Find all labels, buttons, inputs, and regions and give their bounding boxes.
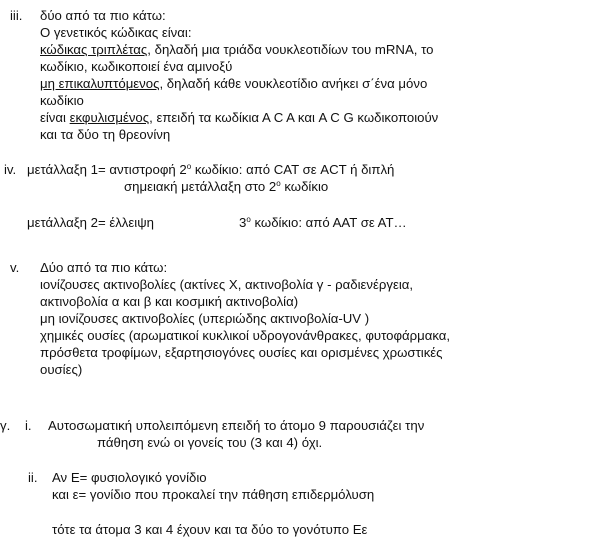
gamma-i-line-2: πάθηση ενώ οι γονείς του (3 και 4) όχι. bbox=[97, 435, 323, 450]
gamma-ii-line-2: και ε= γονίδιο που προκαλεί την πάθηση επιδερμόλυση bbox=[52, 487, 375, 502]
marker-v: v. bbox=[10, 260, 20, 275]
iii-line-5: μη επικαλυπτόμενος, δηλαδή κάθε νουκλεοτίδιο ανήκει σ΄ένα μόνο bbox=[40, 76, 428, 91]
iii-line-1: δύο από τα πιο κάτω: bbox=[40, 8, 166, 23]
v-line-7: ουσίες) bbox=[40, 362, 83, 377]
gamma-ii-line-1: Αν Ε= φυσιολογικό γονίδιο bbox=[52, 470, 207, 485]
v-line-5: χημικές ουσίες (αρωματικοί κυκλικοί υδρογονάνθρακες, φυτοφάρμακα, bbox=[40, 328, 451, 343]
marker-gamma: γ. bbox=[0, 418, 11, 433]
v-line-2: ιονίζουσες ακτινοβολίες (ακτίνες X, ακτινοβολία γ - ραδιενέργεια, bbox=[40, 277, 414, 292]
iv-line-3b: $3^o$ κωδίκιο: από ΑΑΤ σε ΑΤ… bbox=[239, 215, 407, 230]
term-non-overlapping: μη επικαλυπτόμενος bbox=[40, 76, 160, 91]
v-line-6: πρόσθετα τροφίμων, εξαρτησιογόνες ουσίες και ορισμένες χρωστικές bbox=[40, 345, 443, 360]
iii-line-3: κώδικας τριπλέτας, δηλαδή μια τριάδα νουκλεοτιδίων του mRNA, το bbox=[40, 42, 434, 57]
iii-line-6: κωδίκιο bbox=[40, 93, 84, 108]
iv-line-1: μετάλλαξη 1= αντιστροφή $2^o$ κωδίκιο: από CAT σε ACT ή διπλή bbox=[27, 162, 395, 177]
iii-line-4: κωδίκιο, κωδικοποιεί ένα αμινοξύ bbox=[40, 59, 233, 74]
marker-iii: iii. bbox=[10, 8, 23, 23]
iii-line-8: και τα δύο τη θρεονίνη bbox=[40, 127, 171, 142]
marker-gamma-i: i. bbox=[25, 418, 32, 433]
term-triplet-code: κώδικας τριπλέτας bbox=[40, 42, 148, 57]
v-line-3: ακτινοβολία α και β και κοσμική ακτινοβολία) bbox=[40, 294, 299, 309]
iii-line-2: Ο γενετικός κώδικας είναι: bbox=[40, 25, 192, 40]
marker-iv: iv. bbox=[4, 162, 17, 177]
marker-gamma-ii: ii. bbox=[28, 470, 38, 485]
term-degenerate: εκφυλισμένος bbox=[69, 110, 150, 125]
v-line-4: μη ιονίζουσες ακτινοβολίες (υπεριώδης ακτινοβολία-UV ) bbox=[40, 311, 370, 326]
iv-line-3a: μετάλλαξη 2= έλλειψη bbox=[27, 215, 154, 230]
iv-line-2: σημειακή μετάλλαξη στο $2^o$ κωδίκιο bbox=[124, 179, 329, 194]
gamma-i-line-1: Αυτοσωματική υπολειπόμενη επειδή το άτομο 9 παρουσιάζει την bbox=[48, 418, 425, 433]
gamma-ii-line-3: τότε τα άτομα 3 και 4 έχουν και τα δύο το γονότυπο Εε bbox=[52, 522, 368, 537]
v-line-1: Δύο από τα πιο κάτω: bbox=[40, 260, 168, 275]
iii-line-7: είναι εκφυλισμένος, επειδή τα κωδίκια Α C A και A C G κωδικοποιούν bbox=[40, 110, 439, 125]
